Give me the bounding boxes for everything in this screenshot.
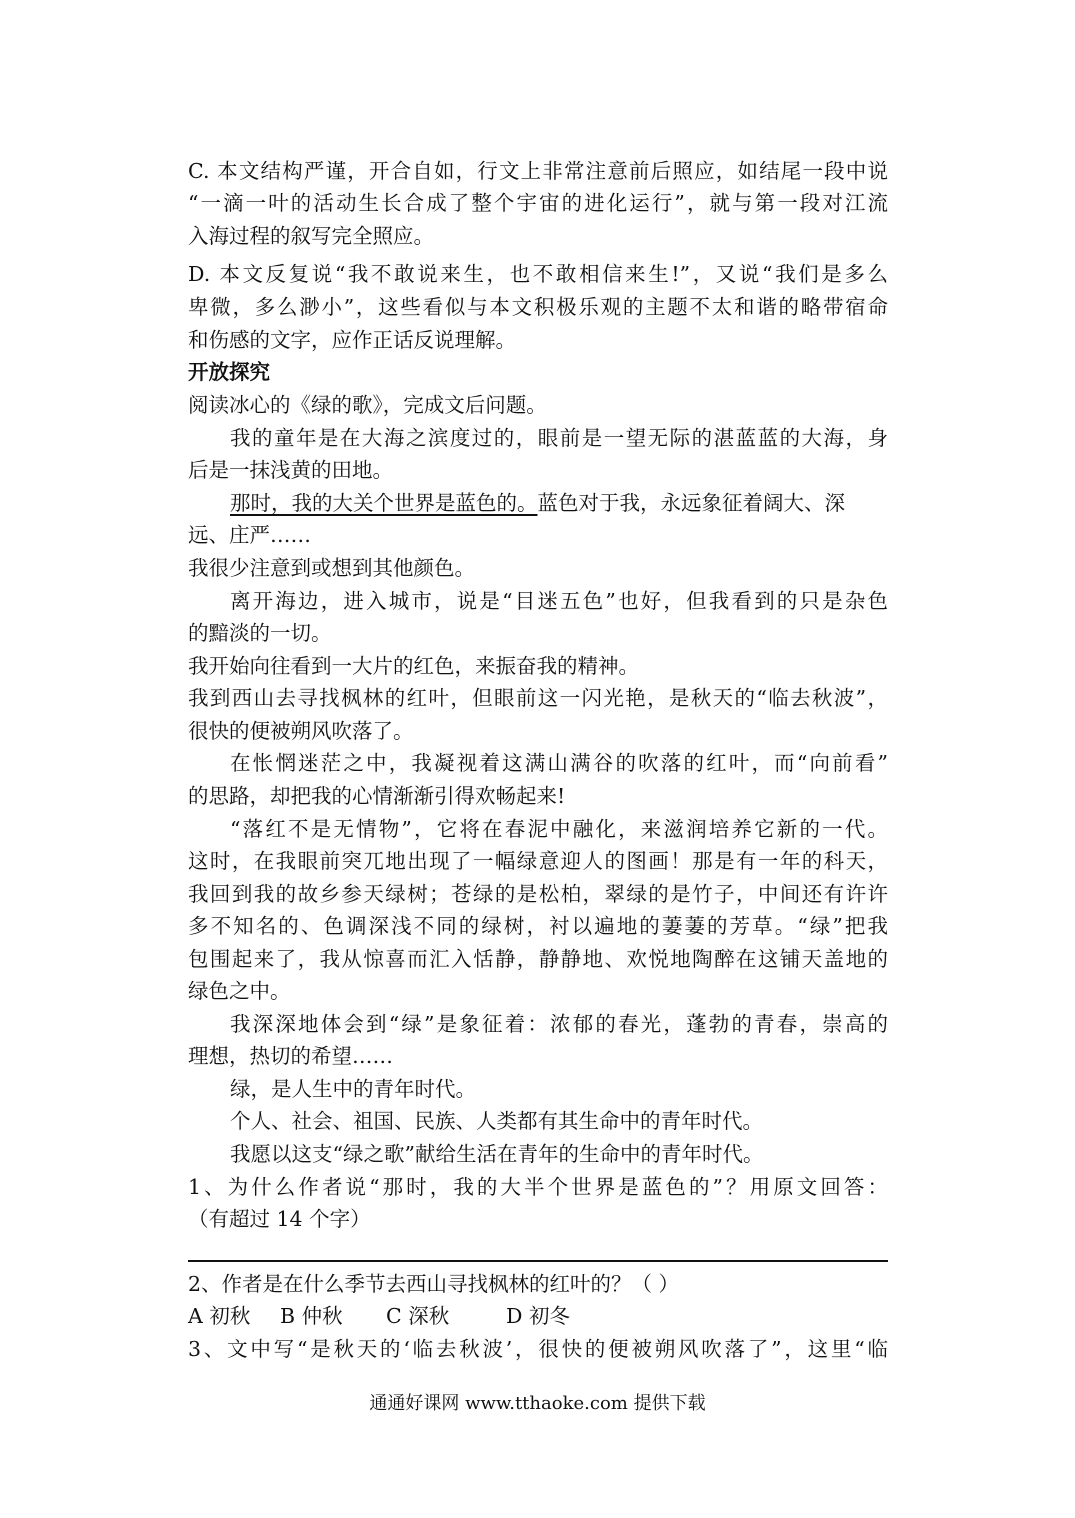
instruction: 阅读冰心的《绿的歌》，完成文后问题。 <box>188 393 547 417</box>
passage-p7-line-1: 在怅惘迷茫之中，我凝视着这满山满谷的吹落的红叶，而“向前看” <box>230 751 888 775</box>
passage-p8-line-6: 绿色之中。 <box>188 979 291 1003</box>
passage-p12: 我愿以这支“绿之歌”献给生活在青年的生命中的青年时代。 <box>230 1142 764 1166</box>
option-c: C 深秋 <box>386 1304 450 1328</box>
passage-p11: 个人、社会、祖国、民族、人类都有其生命中的青年时代。 <box>230 1109 763 1133</box>
passage-p6-line-1: 我到西山去寻找枫林的红叶，但眼前这一闪光艳，是秋天的“临去秋波”， <box>188 686 888 710</box>
passage-p8-line-3: 我回到我的故乡参天绿树；苍绿的是松柏，翠绿的是竹子，中间还有许许 <box>188 882 888 906</box>
option-c-line-2: “一滴一叶的活动生长合成了整个宇宙的进化运行”，就与第一段对江流 <box>188 191 888 215</box>
answer-line <box>188 1260 888 1262</box>
question-2: 2、作者是在什么季节去西山寻找枫林的红叶的？（ ） <box>188 1272 680 1296</box>
footer: 通通好课网 www.tthaoke.com 提供下载 <box>369 1393 706 1414</box>
option-b: B 仲秋 <box>280 1304 343 1328</box>
passage-p8-line-5: 包围起来了，我从惊喜而汇入恬静，静静地、欢悦地陶醉在这铺天盖地的 <box>188 947 888 971</box>
passage-p7-line-2: 的思路，却把我的心情渐渐引得欢畅起来! <box>188 784 566 808</box>
passage-p4-line-2: 的黯淡的一切。 <box>188 621 332 645</box>
option-d: D 初冬 <box>506 1304 570 1328</box>
option-d-line-3: 和伤感的文字，应作正话反说理解。 <box>188 328 516 352</box>
passage-p5: 我开始向往看到一大片的红色，来振奋我的精神。 <box>188 654 639 678</box>
passage-p1-line-2: 后是一抹浅黄的田地。 <box>188 458 393 482</box>
question-1-line-2: （有超过 14 个字） <box>188 1207 371 1231</box>
option-c-line-1: C. 本文结构严谨，开合自如，行文上非常注意前后照应，如结尾一段中说 <box>188 159 888 183</box>
passage-p8-line-4: 多不知名的、色调深浅不同的绿树，衬以遍地的萋萋的芳草。“绿”把我 <box>188 914 888 938</box>
section-title: 开放探究 <box>188 360 270 384</box>
question-2-options <box>188 1300 888 1332</box>
option-c-line-3: 入海过程的叙写完全照应。 <box>188 224 434 248</box>
passage-p2-line-1 <box>230 487 888 519</box>
passage-p10: 绿，是人生中的青年时代。 <box>230 1077 476 1101</box>
question-3: 3、文中写“是秋天的‘临去秋波’，很快的便被朔风吹落了”，这里“临 <box>188 1337 888 1361</box>
passage-p4-line-1: 离开海边，进入城市，说是“目迷五色”也好，但我看到的只是杂色 <box>230 589 888 613</box>
option-d-line-1: D. 本文反复说“我不敢说来生，也不敢相信来生!”，又说“我们是多么 <box>188 262 888 286</box>
passage-p2-rest: 蓝色对于我，永远象征着阔大、深 <box>537 491 845 515</box>
question-1-line-1: 1、为什么作者说“那时，我的大半个世界是蓝色的”？用原文回答： <box>188 1175 888 1199</box>
passage-p3: 我很少注意到或想到其他颜色。 <box>188 556 475 580</box>
passage-p9-line-1: 我深深地体会到“绿”是象征着：浓郁的春光，蓬勃的青春，崇高的 <box>230 1012 888 1036</box>
underlined-sentence: 那时，我的大关个世界是蓝色的。 <box>230 491 538 515</box>
passage-p8-line-2: 这时，在我眼前突兀地出现了一幅绿意迎人的图画！那是有一年的科天， <box>188 849 888 873</box>
option-a: A 初秋 <box>188 1304 251 1328</box>
passage-p6-line-2: 很快的便被朔风吹落了。 <box>188 719 414 743</box>
passage-p8-line-1: “落红不是无情物”，它将在春泥中融化，来滋润培养它新的一代。 <box>230 817 888 841</box>
passage-p1-line-1: 我的童年是在大海之滨度过的，眼前是一望无际的湛蓝蓝的大海，身 <box>230 426 888 450</box>
option-d-line-2: 卑微，多么渺小”，这些看似与本文积极乐观的主题不太和谐的略带宿命 <box>188 295 888 319</box>
passage-p9-line-2: 理想，热切的希望…… <box>188 1044 393 1068</box>
passage-p2-line-2: 远、庄严…… <box>188 523 311 547</box>
